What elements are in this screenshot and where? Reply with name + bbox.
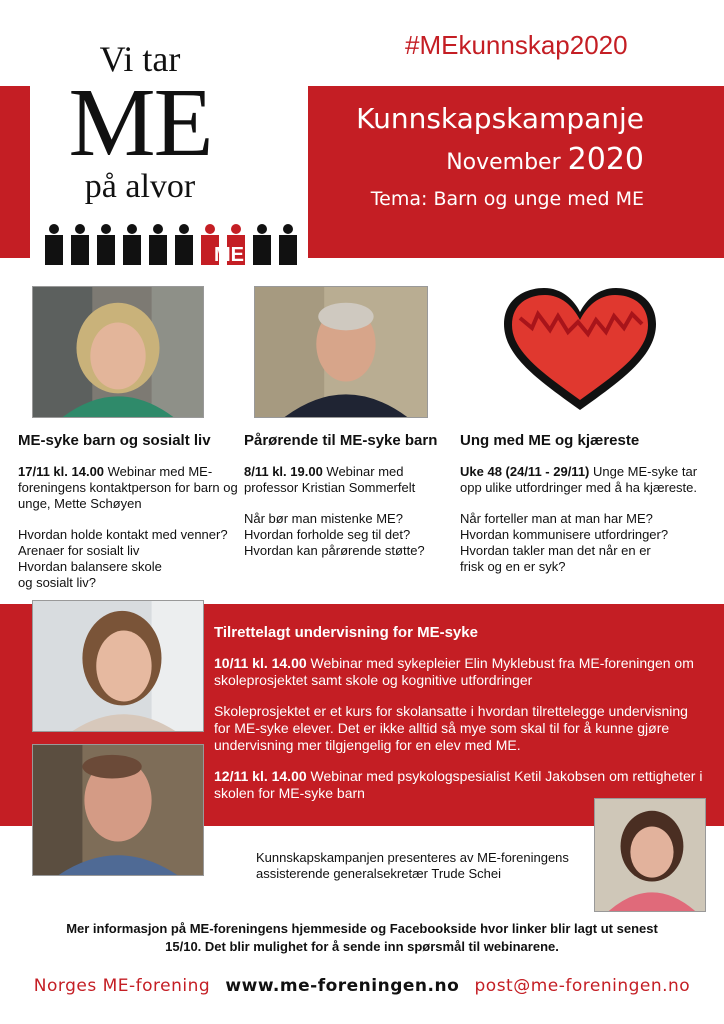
column-3-title: Ung med ME og kjæreste <box>460 432 640 449</box>
column-1-desc: Webinar med ME-foreningens kontaktperson for barn og unge, Mette Schøyen <box>18 464 238 511</box>
column-3-question: Hvordan takler man det når en er frisk og en er syk? <box>460 543 651 574</box>
column-1-question: Arenaer for sosialt liv <box>18 543 140 558</box>
presenter-text: Kunnskapskampanjen presenteres av ME-foreningens assisterende generalsekretær Trude Schei <box>256 850 569 881</box>
education-item-1 <box>214 655 704 689</box>
column-2-desc: Webinar med professor Kristian Sommerfelt <box>244 464 416 495</box>
column-2-body <box>244 464 449 559</box>
column-1-title: ME-syke barn og sosialt liv <box>18 432 211 449</box>
education-item-3-text: Webinar med psykologspesialist Ketil Jakobsen om rettigheter i skolen for ME-syke barn <box>214 768 703 801</box>
education-item-1-text: Webinar med sykepleier Elin Myklebust fra ME-foreningen om skoleprosjektet samt skole og kognitive utfordringer <box>214 655 694 688</box>
photo-elin-myklebust <box>32 600 204 732</box>
footer-email-link[interactable]: post@me-foreningen.no <box>474 976 691 996</box>
hashtag: #MEkunnskap2020 <box>405 30 628 60</box>
campaign-logo <box>30 28 306 276</box>
logo-line-alvor: på alvor <box>84 168 196 205</box>
campaign-date <box>446 142 644 177</box>
column-1-body <box>18 464 238 591</box>
education-section <box>214 624 704 802</box>
footer-org: Norges ME-forening <box>33 976 211 996</box>
people-silhouettes-icon <box>40 223 300 267</box>
education-item-2: Skoleprosjektet er et kurs for skolansatte i hvordan tilrettelegge undervisning for ME-syke elever. Det er ikke alltid så mye som skal til for å kunne gjøre undervisning mer tilgjengelig for en elev med ME. <box>214 703 688 753</box>
logo-people-letters: ME <box>214 244 244 266</box>
campaign-theme: Tema: Barn og unge med ME <box>370 188 644 210</box>
column-1-date: 17/11 kl. 14.00 <box>18 464 105 479</box>
more-info-text: Mer informasjon på ME-foreningens hjemmeside og Facebookside hvor linker blir lagt ut senest 15/10. Det blir mulighet for å sende inn spørsmål til webinarene. <box>66 921 658 954</box>
column-3-question: Hvordan kommunisere utfordringer? <box>460 527 669 542</box>
footer <box>0 976 724 996</box>
column-1-question: Hvordan balansere skole og sosialt liv? <box>18 559 162 590</box>
photo-mette-schoyen <box>32 286 204 418</box>
column-2-question: Hvordan kan pårørende støtte? <box>244 543 425 558</box>
column-2-event <box>244 464 449 496</box>
column-2-question: Når bør man mistenke ME? <box>244 511 403 526</box>
column-2-title: Pårørende til ME-syke barn <box>244 432 438 449</box>
heart-icon <box>498 284 662 416</box>
column-3-question: Når forteller man at man har ME? <box>460 511 653 526</box>
photo-kristian-sommerfelt <box>254 286 428 418</box>
education-item-3-date: 12/11 kl. 14.00 <box>214 768 307 784</box>
footer-website-link[interactable]: www.me-foreningen.no <box>225 976 460 996</box>
photo-trude-schei <box>594 798 706 912</box>
education-item-1-date: 10/11 kl. 14.00 <box>214 655 307 671</box>
column-1-event <box>18 464 238 512</box>
logo-line-vitar: Vi tar <box>99 39 181 79</box>
education-title: Tilrettelagt undervisning for ME-syke <box>214 624 478 641</box>
header-red-band-left <box>0 86 30 258</box>
column-2-date: 8/11 kl. 19.00 <box>244 464 323 479</box>
campaign-title: Kunnskapskampanje <box>356 102 644 135</box>
logo-line-me: ME <box>68 69 212 177</box>
column-3-body <box>460 464 710 575</box>
column-2-question: Hvordan forholde seg til det? <box>244 527 411 542</box>
campaign-month: November <box>446 150 561 175</box>
campaign-year: 2020 <box>567 142 644 177</box>
column-1-question: Hvordan holde kontakt med venner? <box>18 527 228 542</box>
photo-ketil-jakobsen <box>32 744 204 876</box>
education-item-3 <box>214 768 704 802</box>
column-3-desc: Unge ME-syke tar opp ulike utfordringer med å ha kjæreste. <box>460 464 698 495</box>
column-3-date: Uke 48 (24/11 - 29/11) <box>460 464 590 479</box>
column-3-event <box>460 464 710 496</box>
